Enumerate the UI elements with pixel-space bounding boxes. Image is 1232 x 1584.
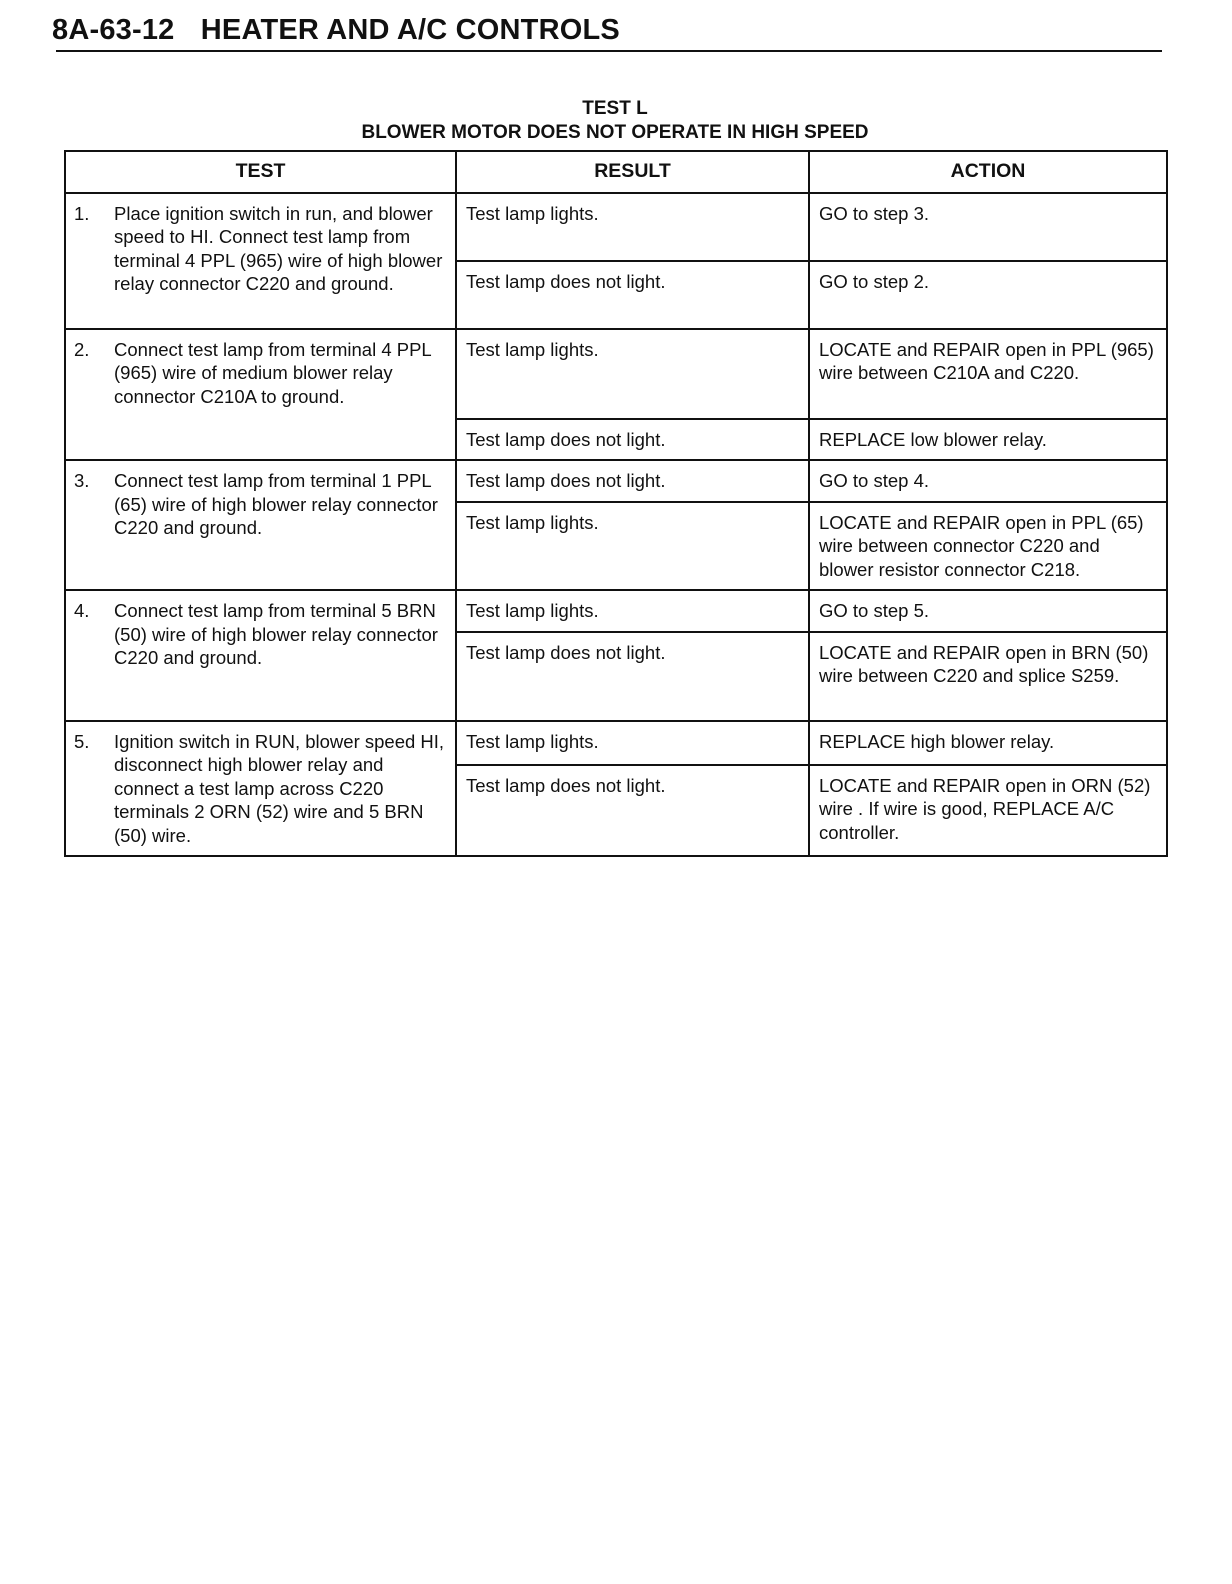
action-cell: LOCATE and REPAIR open in PPL (965) wire between C210A and C220. bbox=[809, 329, 1167, 419]
page-header bbox=[52, 14, 620, 47]
result-cell: Test lamp does not light. bbox=[456, 261, 809, 329]
column-header-action: ACTION bbox=[809, 151, 1167, 193]
step-instructions: Place ignition switch in run, and blower speed to HI. Connect test lamp from terminal 4 PPL (965) wire of high blower relay connector C220 and ground. bbox=[114, 202, 443, 294]
test-cell bbox=[65, 193, 456, 329]
step-instructions: Connect test lamp from terminal 4 PPL (965) wire of medium blower relay connector C210A to ground. bbox=[114, 338, 432, 407]
result-cell: Test lamp does not light. bbox=[456, 765, 809, 856]
column-header-test: TEST bbox=[65, 151, 456, 193]
test-cell bbox=[65, 460, 456, 590]
column-header-result: RESULT bbox=[456, 151, 809, 193]
result-cell: Test lamp lights. bbox=[456, 590, 809, 632]
test-cell bbox=[65, 590, 456, 721]
action-cell: LOCATE and REPAIR open in ORN (52) wire . If wire is good, REPLACE A/C controller. bbox=[809, 765, 1167, 856]
table-row bbox=[65, 721, 1167, 765]
action-cell: GO to step 5. bbox=[809, 590, 1167, 632]
table-row bbox=[65, 329, 1167, 419]
action-cell: LOCATE and REPAIR open in BRN (50) wire between C220 and splice S259. bbox=[809, 632, 1167, 721]
step-instructions: Ignition switch in RUN, blower speed HI, disconnect high blower relay and connect a test lamp across C220 terminals 2 ORN (52) wire and 5 BRN (50) wire. bbox=[114, 730, 445, 846]
result-cell: Test lamp lights. bbox=[456, 721, 809, 765]
section-code: 8A-63-12 bbox=[52, 14, 175, 46]
result-cell: Test lamp does not light. bbox=[456, 419, 809, 461]
result-cell: Test lamp does not light. bbox=[456, 632, 809, 721]
step-number: 1. bbox=[74, 202, 90, 224]
action-cell: GO to step 3. bbox=[809, 193, 1167, 261]
action-cell: REPLACE low blower relay. bbox=[809, 419, 1167, 461]
test-name: TEST L bbox=[582, 98, 648, 119]
step-number: 2. bbox=[74, 338, 90, 360]
action-cell: LOCATE and REPAIR open in PPL (65) wire between connector C220 and blower resistor connector C218. bbox=[809, 502, 1167, 591]
test-subtitle: BLOWER MOTOR DOES NOT OPERATE IN HIGH SPEED bbox=[361, 122, 869, 143]
table-row bbox=[65, 460, 1167, 502]
table-header-row bbox=[65, 151, 1167, 193]
result-cell: Test lamp lights. bbox=[456, 329, 809, 419]
table-row bbox=[65, 193, 1167, 261]
action-cell: GO to step 2. bbox=[809, 261, 1167, 329]
step-instructions: Connect test lamp from terminal 1 PPL (65) wire of high blower relay connector C220 and ground. bbox=[114, 470, 438, 538]
table-row bbox=[65, 590, 1167, 632]
header-rule bbox=[56, 50, 1162, 52]
step-number: 4. bbox=[74, 600, 90, 621]
step-instructions: Connect test lamp from terminal 5 BRN (50) wire of high blower relay connector C220 and ground. bbox=[114, 600, 438, 668]
result-cell: Test lamp does not light. bbox=[456, 460, 809, 502]
result-cell: Test lamp lights. bbox=[456, 193, 809, 261]
section-title: HEATER AND A/C CONTROLS bbox=[200, 14, 620, 46]
test-cell bbox=[65, 721, 456, 857]
test-cell bbox=[65, 329, 456, 461]
result-cell: Test lamp lights. bbox=[456, 502, 809, 591]
action-cell: GO to step 4. bbox=[809, 460, 1167, 502]
step-number: 5. bbox=[74, 730, 90, 752]
step-number: 3. bbox=[74, 470, 90, 491]
action-cell: REPLACE high blower relay. bbox=[809, 721, 1167, 765]
diagnostic-table bbox=[64, 150, 1168, 857]
